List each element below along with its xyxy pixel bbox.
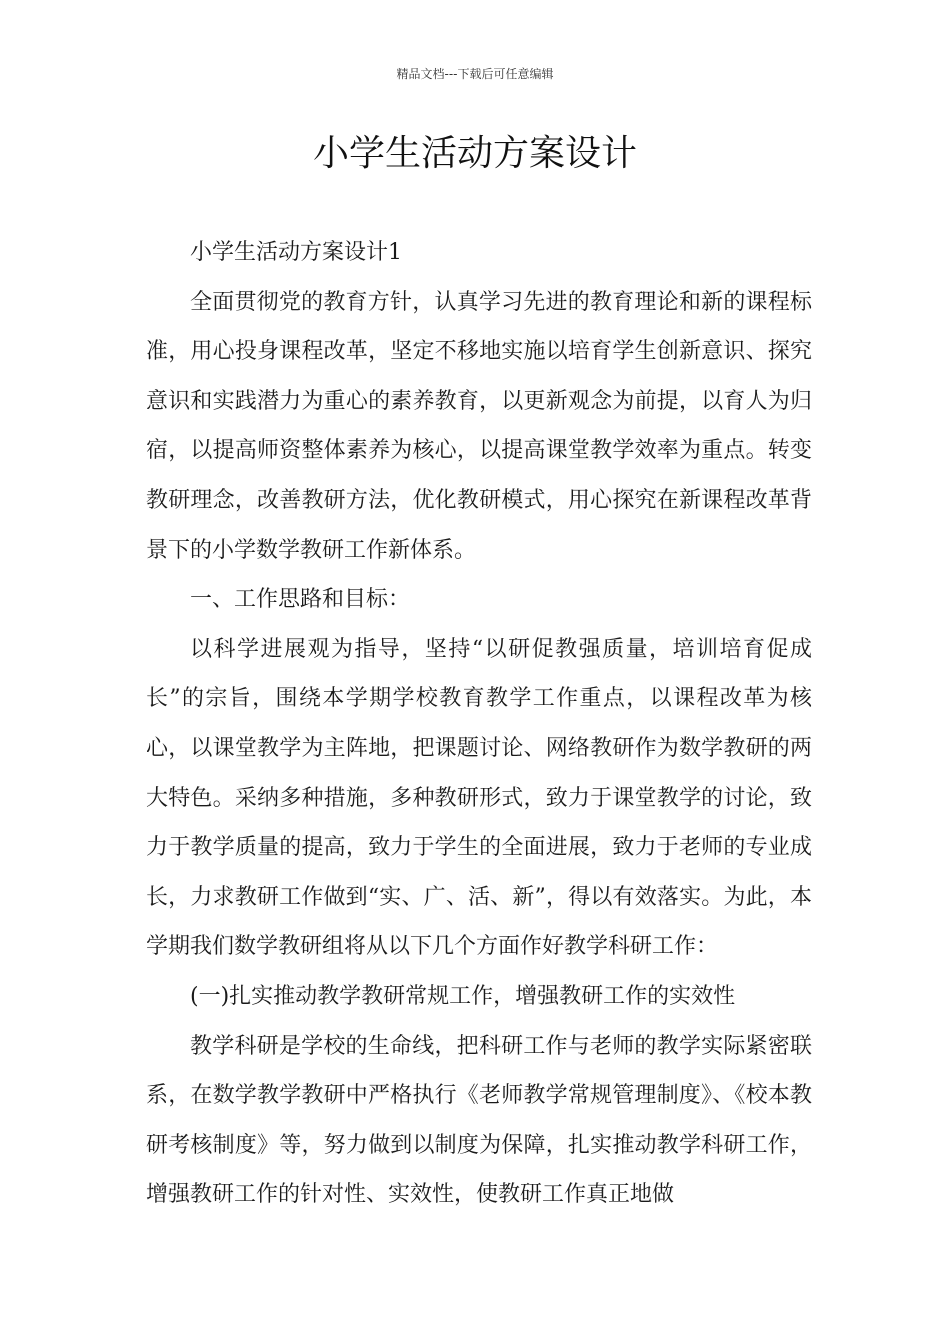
document-body [146,228,812,1220]
section-heading: 一、工作思路和目标： [190,587,411,613]
header-note: 精品文档---下载后可任意编辑 [396,67,554,81]
section-heading: (一)扎实推动教学教研常规工作，增强教研工作的实效性 [190,983,736,1009]
body-paragraph: 教学科研是学校的生命线，把科研工作与老师的教学实际紧密联系，在数学教学教研中严格执行《老师教学常规管理制度》、《校本教研考核制度》等，努力做到以制度为保障，扎实推动教学科研工作，增强教研工作的针对性、实效性，使教研工作真正地做 [146,1033,812,1208]
body-paragraph: 全面贯彻党的教育方针，认真学习先进的教育理论和新的课程标准，用心投身课程改革，坚定不移地实施以培育学生创新意识、探究意识和实践潜力为重心的素养教育，以更新观念为前提，以育人为归宿，以提高师资整体素养为核心，以提高课堂教学效率为重点。转变教研理念，改善教研方法，优化教研模式，用心探究在新课程改革背景下的小学数学教研工作新体系。 [146,289,812,563]
body-paragraph: 以科学进展观为指导，坚持“以研促教强质量，培训培育促成长”的宗旨，围绕本学期学校教育教学工作重点，以课程改革为核心，以课堂教学为主阵地，把课题讨论、网络教研作为数学教研的两大特色。采纳多种措施，多种教研形式，致力于课堂教学的讨论，致力于教学质量的提高，致力于学生的全面进展，致力于老师的专业成长，力求教研工作做到“实、广、活、新”，得以有效落实。为此，本学期我们数学教研组将从以下几个方面作好教学科研工作： [146,636,812,960]
document-title: 小学生活动方案设计 [312,133,637,174]
section-heading: 小学生活动方案设计1 [190,240,402,265]
